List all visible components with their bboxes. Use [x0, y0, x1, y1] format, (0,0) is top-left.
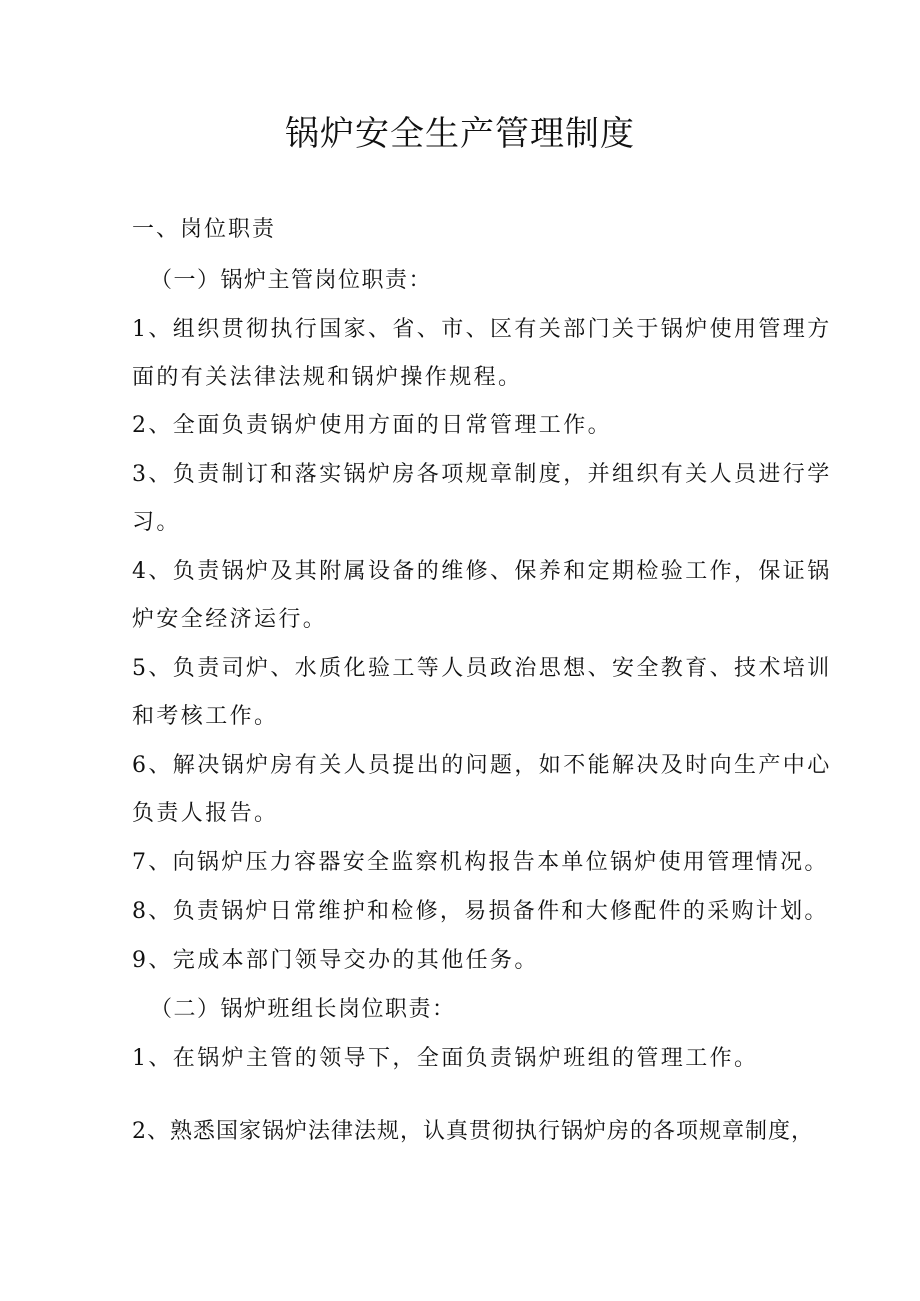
- duty-item-6-line-2: 负责人报告。: [132, 801, 279, 826]
- duty-item-5-line-1: 5、负责司炉、水质化验工等人员政治思想、安全教育、技术培训: [132, 656, 832, 681]
- duty-item-2: 2、全面负责锅炉使用方面的日常管理工作。: [132, 413, 612, 438]
- duty-item-9: 9、完成本部门领导交办的其他任务。: [132, 948, 539, 973]
- duty-item-6-line-1: 6、解决锅炉房有关人员提出的问题，如不能解决及时向生产中心: [132, 753, 832, 778]
- duty-item-1-line-2: 面的有关法律法规和锅炉操作规程。: [132, 365, 523, 390]
- subsection-heading-team-leader: （二）锅炉班组长岗位职责：: [150, 997, 456, 1022]
- duty-item-4-line-1: 4、负责锅炉及其附属设备的维修、保养和定期检验工作，保证锅: [132, 559, 832, 584]
- team-leader-item-2: 2、熟悉国家锅炉法律法规，认真贯彻执行锅炉房的各项规章制度，: [132, 1119, 814, 1144]
- duty-item-8: 8、负责锅炉日常维护和检修，易损备件和大修配件的采购计划。: [132, 899, 829, 924]
- subsection-heading-supervisor: （一）锅炉主管岗位职责：: [150, 268, 433, 293]
- duty-item-1-line-1: 1、组织贯彻执行国家、省、市、区有关部门关于锅炉使用管理方: [132, 317, 832, 342]
- duty-item-5-line-2: 和考核工作。: [132, 704, 279, 729]
- section-heading: 一、岗位职责: [132, 217, 277, 242]
- document-title: 锅炉安全生产管理制度: [285, 114, 635, 154]
- duty-item-3-line-1: 3、负责制订和落实锅炉房各项规章制度，并组织有关人员进行学: [132, 462, 832, 487]
- team-leader-item-1: 1、在锅炉主管的领导下，全面负责锅炉班组的管理工作。: [132, 1046, 759, 1071]
- duty-item-3-line-2: 习。: [132, 510, 181, 535]
- duty-item-7: 7、向锅炉压力容器安全监察机构报告本单位锅炉使用管理情况。: [132, 850, 829, 875]
- duty-item-4-line-2: 炉安全经济运行。: [132, 607, 328, 632]
